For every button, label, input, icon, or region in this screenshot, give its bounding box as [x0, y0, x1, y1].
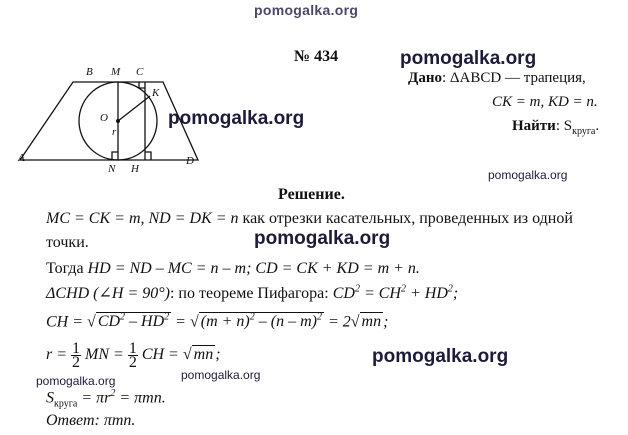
watermark-center: pomogalka.org	[254, 228, 391, 249]
fraction-half-1: $\frac{1}{2}$	[72, 340, 81, 371]
label-d: D	[186, 155, 194, 167]
solution-line-2: точки.	[46, 234, 89, 251]
given-label: Дано	[408, 70, 442, 86]
solution-line-3: Тогда HD = ND – MC = n – m; CD = CK + KD = m + n.	[46, 260, 420, 277]
solution-line-5: CH = √ $CD^2 - HD^2$ = √ $(m + n)^2 - (n - m)^2 = 2√$ mn ;	[46, 312, 389, 331]
center-point	[116, 119, 120, 123]
answer-line: Ответ: πmn.	[46, 412, 136, 429]
answer-label: Ответ	[46, 412, 95, 429]
right-angle-n	[112, 152, 118, 160]
watermark-top: pomogalka.org	[254, 2, 359, 18]
trapezoid	[20, 82, 198, 160]
solution-line-1: MC = CK = m, ND = DK = n как отрезки касательных, проведенных из одной	[46, 210, 573, 227]
right-angle-h	[145, 152, 151, 160]
right-angle-c	[139, 82, 145, 88]
watermark-lower-center: pomogalka.org	[181, 368, 261, 382]
watermark-lower-left: pomogalka.org	[36, 374, 116, 388]
given-line	[408, 70, 586, 87]
watermark-lower-right: pomogalka.org	[372, 346, 509, 367]
solution-line-7: $S_{круга} = \pi r^2 = \pi mn$.	[46, 388, 166, 410]
fraction-half-2: $\frac{1}{2}$	[128, 340, 137, 371]
find-line: Найти: $S_{круга}$.	[512, 118, 600, 137]
watermark-mid-center: pomogalka.org	[168, 108, 305, 129]
solution-line-4: ΔCHD (∠H = 90°): по теореме Пифагора: $CD^2 = CH^2 + HD^2$;	[46, 283, 459, 302]
label-b: B	[86, 66, 93, 78]
label-c: C	[136, 66, 144, 78]
watermark-mid-right: pomogalka.org	[400, 48, 537, 69]
label-k: K	[152, 87, 160, 99]
label-a: A	[18, 152, 25, 164]
label-o: O	[100, 112, 108, 124]
label-r: r	[112, 126, 117, 138]
solution-line-6: r = $\frac{1}{2}$ MN = $\frac{1}{2}$ CH = √ mn ;	[46, 340, 221, 371]
problem-number: № 434	[294, 48, 339, 65]
label-m: M	[111, 66, 121, 78]
label-n: N	[108, 163, 116, 175]
solution-title: Решение.	[278, 186, 345, 203]
watermark-small-right: pomogalka.org	[488, 168, 568, 182]
given-line-2: CK = m, KD = n.	[492, 94, 598, 110]
given-text: : ΔABCD — трапеция,	[441, 70, 586, 86]
label-h: H	[131, 163, 139, 175]
find-label: Найти	[512, 118, 556, 134]
